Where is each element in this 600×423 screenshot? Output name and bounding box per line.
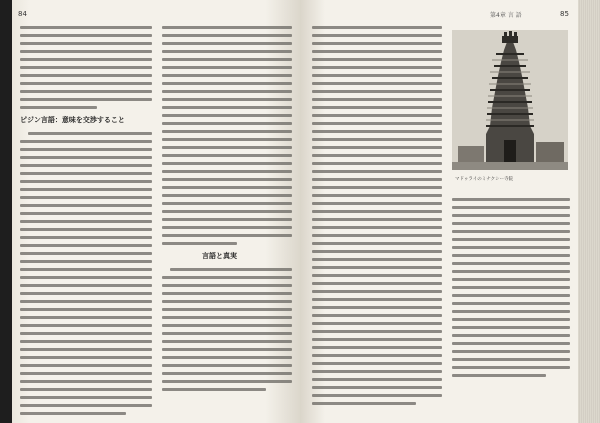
page-edges — [578, 0, 600, 423]
right-column-1 — [312, 26, 442, 410]
running-head: 第4章 言 語 — [490, 12, 522, 19]
section-heading-pidgin: ピジン言語：意味を交渉すること — [20, 116, 125, 124]
photo-caption: マドゥライのミナクシー寺院 — [455, 177, 514, 182]
left-page-number: 84 — [18, 10, 27, 18]
section-heading-truth: 言語と真実 — [202, 252, 237, 260]
right-page-number: 85 — [560, 10, 569, 18]
left-column-1 — [20, 26, 152, 420]
left-page — [12, 0, 300, 423]
temple-gopuram-image — [452, 30, 568, 170]
temple-photo — [452, 30, 568, 170]
right-column-2 — [452, 198, 570, 382]
left-column-2 — [162, 26, 292, 396]
